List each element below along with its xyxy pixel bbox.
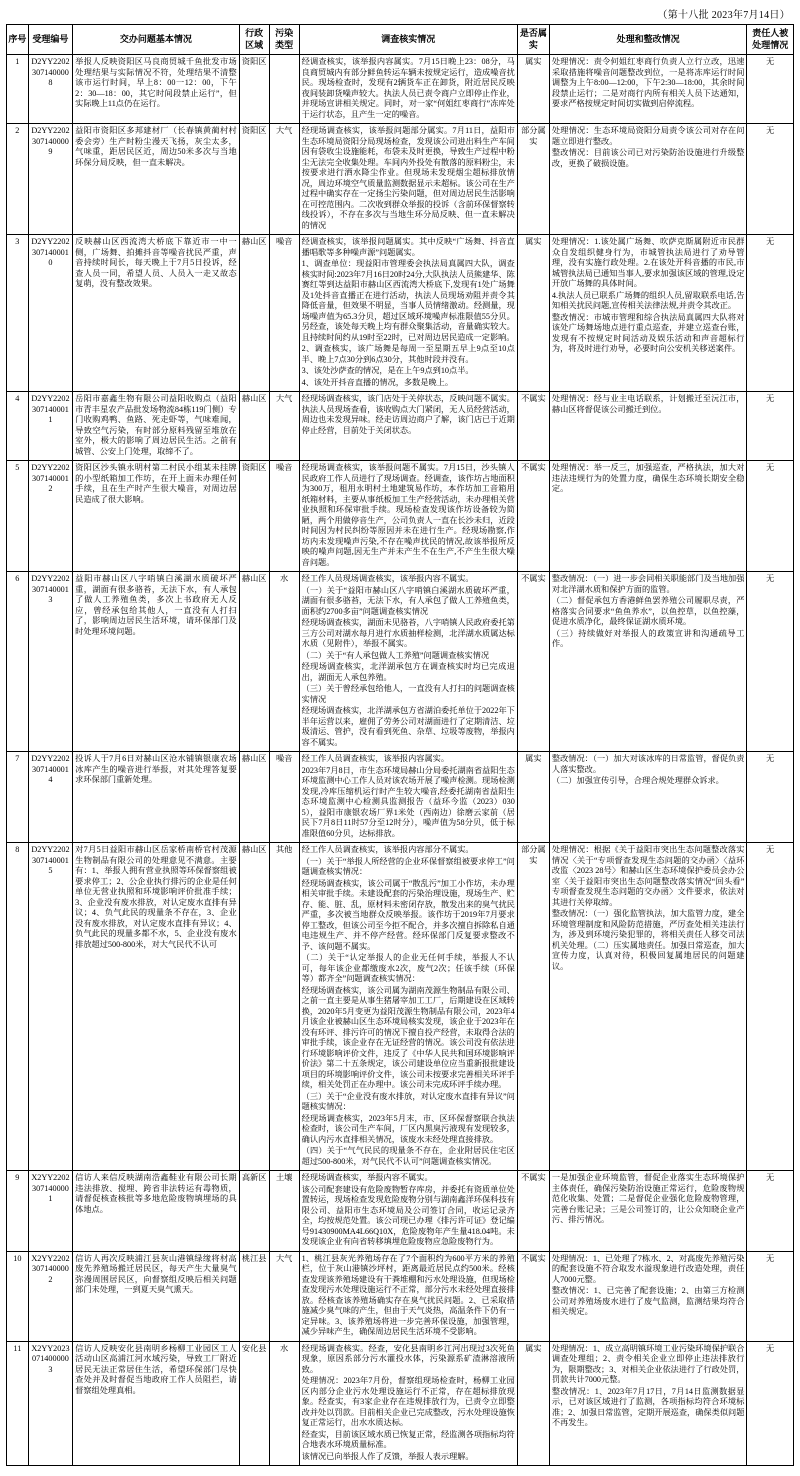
cell-check — [299, 1251, 517, 1341]
cell-paragraph: 举报人反映资阳区马良商贸城千鱼批发市场处理结果与实际情况不符，处理结果不清整该市运行时间，早上8：00一12：00，下午2：30—18：00，其它时间段禁止运行”，但实际晚上11点仍在运行。 — [75, 57, 237, 109]
cell-paragraph: 一是加强企业环境监管，督促企业落实生态环境保护主体责任，确保污染防治设施正常运行，危险废物规范化收集、处置；二是督促企业强化危险废物管理，完善台账记录；三是公司签订的，让公众知晓企业产污、排污情况。 — [551, 1173, 745, 1225]
cell-resp — [747, 572, 794, 752]
table-header-row — [7, 25, 794, 55]
cell-paragraph: 6 — [15, 574, 20, 584]
cell-paragraph: 整改情况：目前该公司已对污染防治设施进行升级整改，更换了破损设施。 — [551, 148, 745, 168]
cell-true — [517, 1171, 549, 1252]
cell-true — [517, 843, 549, 1171]
cell-seq — [7, 1341, 29, 1466]
cell-paragraph: D2YY22023071400015 — [31, 845, 70, 876]
cell-paragraph: 无 — [766, 237, 775, 247]
cell-check — [299, 124, 517, 235]
cell-paragraph: 安化县 — [241, 1343, 267, 1353]
cell-resp — [747, 392, 794, 461]
cell-paragraph: 经工作人员调查核实，该举报内容属实。 — [301, 754, 450, 764]
cell-paragraph: 经工作人员调查核实，该举报内容部分不属实。 — [301, 845, 474, 855]
cell-paragraph: 处理情况：1、成立高明镇环境工业污染环境保护联合调查处理组；2、责令相关企业立即停止违法排放行为，限期整改；3、对相关企业依法进行了行政处罚，罚款共计7000元整。 — [551, 1343, 745, 1385]
cell-paragraph: 2、调查核实，该广场舞是每周一至星期五早上9点至10点半、晚上7点30分到6点30分，其他时段并没有。 — [301, 344, 515, 364]
column-header-basic: 交办问题基本情况 — [73, 25, 240, 55]
cell-true — [517, 752, 549, 843]
cell-paragraph: 投诉人于7月6日对赫山区沧水铺镇银康农场冰库产生的噪音进行举报，对其处理答复要求环保部门重新处理。 — [75, 754, 237, 785]
cell-paragraph: 赫山区 — [241, 237, 267, 247]
cell-paragraph: 该公司配套建设有危险废物暂存库房，并委托有资质单位处置转运，现场检查发现危险废物分别与湖南鑫洋环保科技有限公司、益阳市生态环境局及公司签订合同，收运记录齐全，均按规范处置。该公司现已办理《排污许可证》登记编号91430900MA4L66Q10X，危险废物年产生量418.04吨。未发现该企业有向省转移填埋危险废物应急险废物行为。 — [301, 1184, 515, 1247]
cell-paragraph: D2YY22023071400008 — [31, 57, 70, 88]
cell-paragraph: 处理情况：1.该处属广场舞、吹萨克斯属附近市民群众自发组织健身行为，市城管执法局进行了劝导管理，没有实施行政处理。2.在该处开科音播的市民,市城管执法局已通知当事人,要求加强该区域的管理,设定开放广场舞的具体时间。 — [551, 237, 745, 289]
cell-resp — [747, 55, 794, 124]
table-row — [7, 843, 794, 1171]
cell-paragraph: 处理情况：责令何姐红枣商行负责人立行立改，迅速采取措施将噪音问题整改到位，一是将冻库运行时间调整为上午8:00—12:00，下午2:30—18:00，其余时间段禁止运行；二是对商行内所有相关人员下达通知，要求严格按规定时间切实做到启停流程。 — [551, 57, 745, 109]
cell-type — [269, 124, 299, 235]
cell-area — [239, 1251, 269, 1341]
cell-seq — [7, 572, 29, 752]
cell-paragraph: 无 — [766, 1173, 775, 1183]
cell-code — [28, 461, 72, 572]
table-row — [7, 752, 794, 843]
cell-seq — [7, 124, 29, 235]
cell-paragraph: （二）关于“有人承包做人工养殖”问题调查核实情况 — [301, 650, 490, 660]
cell-handle — [549, 55, 747, 124]
cell-paragraph: 处理情况：根据《关于益阳市突出生态问题整改落实情况〈关于“专项督查发现生态问题的交办函〉〈益环改监〈2023 28号〉和赫山区生态环境保护委员会办公室〈关于益阳市突出生态问题整改落实情况“回头看”专项督查发现生态问题的交办函〉文件要求，依法对其进行关停取缔。 — [551, 845, 745, 907]
cell-handle — [549, 235, 747, 392]
cell-seq — [7, 392, 29, 461]
cell-resp — [747, 235, 794, 392]
cell-paragraph: 无 — [766, 57, 775, 67]
cell-type — [269, 461, 299, 572]
cell-basic — [73, 1341, 240, 1466]
cell-paragraph: 经现场调查核实，该举报问题不属实。7月15日，沙头镇人民政府工作人员进行了现场调查。经调查，该作坊占地面积为300万，租用永明村土地建筑易作坊，本作坊加工音箱用纸箱材料，主要从事纸板加工生产经营活动，未办理相关营业执照和环保审批手续。现场检查发现该作坊设备较为简陋，两个用做停音生产，公司负责人一直在长沙未归，近段时间因为村民纠纷等原因并未在进行生产。经现场勘察,作坊内未发现噪声污染,不存在噪声扰民的情况,故该举报所反映的噪声问题,因无生产并未产生不在生产,不产生生很大噪音问题。 — [301, 463, 515, 567]
table-row — [7, 392, 794, 461]
cell-paragraph: 大气 — [275, 1253, 293, 1263]
cell-paragraph: 经查实，目前该区域水质已恢复正常，经监测各项指标均符合地表水环境质量标准。 — [301, 1429, 515, 1450]
cell-check — [299, 392, 517, 461]
cell-type — [269, 55, 299, 124]
cell-paragraph: D2YY22023071400009 — [31, 126, 70, 157]
cell-paragraph: D2YY22023071400010 — [31, 237, 70, 268]
cell-code — [28, 124, 72, 235]
cell-paragraph: X2YY22023071400002 — [31, 1253, 70, 1284]
cell-paragraph: 赫山区 — [241, 845, 267, 855]
cell-seq — [7, 843, 29, 1171]
cell-handle — [549, 124, 747, 235]
cell-paragraph: 经现场调查核实，该门店处于关停状态，反映问题不属实。执法人员现场查看，该收购点大门紧闭，无人员经营活动，周边也未发现异味。经走访周边商户了解，该门店已于近期停止经营，目前处于关闭状态。 — [301, 394, 515, 435]
cell-area — [239, 392, 269, 461]
table-row — [7, 124, 794, 235]
cell-paragraph: D2YY22023071400012 — [31, 463, 70, 494]
cell-paragraph: 1 — [15, 57, 20, 67]
cell-paragraph: 水 — [280, 1343, 289, 1353]
cell-true — [517, 1341, 549, 1466]
table-row — [7, 572, 794, 752]
cell-paragraph: （三）关于曾经承包给他人，一直没有人打扫的问题调查核实情况 — [301, 684, 515, 704]
cell-code — [28, 1251, 72, 1341]
cell-paragraph: 资阳区 — [241, 126, 267, 136]
column-header-type: 污染类型 — [269, 25, 299, 55]
cell-area — [239, 235, 269, 392]
cell-resp — [747, 843, 794, 1171]
cell-paragraph: 属实 — [525, 237, 542, 247]
cell-paragraph: 对7月5日益阳市赫山区岳家桥南桥官村茂源生物制品有限公司的处理意见不满意。主要有：1、举报人拥有营业执照等环保督察组被要求停工；2、公企业执行排污的企业是任何单位无营业执照和环境影响评价批准手续；3、企业没有废水排放，对认定废水直排有异议；4、负气此民的现量条不存在，3、企业没有废水排放，对认定废水直排有异议；4、负气此民的现量多都不水，5、企业没有废水排放超过500-800米，对大气民代不认可 — [75, 845, 237, 949]
cell-paragraph: 土壤 — [275, 1173, 293, 1183]
cell-paragraph: 赫山区 — [241, 754, 267, 764]
cell-true — [517, 235, 549, 392]
cell-paragraph: 无 — [766, 463, 775, 473]
cell-paragraph: 处理情况：经与业主电话联系，计划搬迁至沅江市，赫山区将督促该公司搬迁到位。 — [551, 394, 745, 414]
cell-paragraph: 大气 — [275, 126, 293, 136]
cell-resp — [747, 1341, 794, 1466]
cell-type — [269, 392, 299, 461]
cell-handle — [549, 752, 747, 843]
cell-paragraph: 4 — [15, 394, 20, 404]
cell-paragraph: D2YY22023071400013 — [31, 574, 70, 605]
column-header-seq: 序号 — [7, 25, 29, 55]
cell-paragraph: 经现场调查核实，北洋湖承包方在调查核实时均已完成退出，湖面无人承包养殖。 — [301, 662, 515, 682]
cell-paragraph: 无 — [766, 574, 775, 584]
column-header-code: 受理编号 — [28, 25, 72, 55]
document-header-note: （第十八批 2023年7月14日） — [657, 10, 790, 21]
cell-check — [299, 752, 517, 843]
cell-paragraph: 11 — [13, 1343, 22, 1353]
inspection-report-table — [6, 24, 794, 1466]
cell-paragraph: 无 — [766, 1343, 775, 1353]
cell-check — [299, 843, 517, 1171]
cell-resp — [747, 1171, 794, 1252]
cell-type — [269, 1251, 299, 1341]
cell-type — [269, 572, 299, 752]
column-header-area: 行政区域 — [239, 25, 269, 55]
cell-paragraph: 3 — [15, 237, 20, 247]
table-row — [7, 55, 794, 124]
cell-basic — [73, 392, 240, 461]
cell-basic — [73, 572, 240, 752]
cell-paragraph: 经调查核实，该举报内容属实。7月15日晚上23：08分，马良商贸城内有部分鲜鱼转运车辆未按规定运行，造成噪音扰民。现场检查时，发现有2辆货车正在卸货，附近居民反映夜间装卸货噪声较大。执法人员已责令商户立即停止作业，并现场宣讲相关规定。同时，对一家“何姐红枣商行”冻库处于运行状态，且产生一定的噪音。 — [301, 57, 515, 119]
cell-basic — [73, 461, 240, 572]
cell-paragraph: 无 — [766, 126, 775, 136]
cell-paragraph: 资阳区 — [241, 57, 267, 67]
table-row — [7, 1341, 794, 1466]
cell-paragraph: 处理情况：举一反三，加强巡查，严格执法，加大对违法违规行为的处置力度，确保生态环境长期安全稳定。 — [551, 463, 745, 494]
cell-paragraph: （一）关于“益阳市赫山区八字哨镇白溪湖水质破坏严重，湖面有很多骆苔，无法下水，有人承包了做人工养殖鱼类，面积约2700多亩”问题调查核实情况 — [301, 585, 515, 616]
cell-area — [239, 843, 269, 1171]
cell-handle — [549, 572, 747, 752]
cell-seq — [7, 752, 29, 843]
cell-paragraph: 无 — [766, 1253, 775, 1263]
cell-resp — [747, 752, 794, 843]
cell-paragraph: 不属实 — [521, 463, 546, 473]
cell-code — [28, 843, 72, 1171]
column-header-handle: 处理和整改情况 — [549, 25, 747, 55]
cell-paragraph: D2YY22023071400014 — [31, 754, 70, 785]
cell-paragraph: 部分属实 — [521, 126, 546, 146]
cell-area — [239, 124, 269, 235]
cell-resp — [747, 461, 794, 572]
cell-paragraph: 经现场调查核实，该举报问题部分属实。7月11日，益阳市生态环境局资阳分局现场检查，发现该公司进出料生产车间因有袋收尘设施能耗，布袋未及时更换，导致生产过程中粉尘无法完全收集处理。车间内外投处有散落的原料粉尘，未按要求进行洒水降尘作业。但现场未发现烟尘超标排放情况，周边环境空气质量监测数据显示未超标。该公司在生产过程中确实存在一定扬尘污染问题，但对周边居民生活影响在可控范围内。二次收到群众举报的投诉（含前环保督察转线投诉），不存在多次与当地生环分局反映、但一直未解决的情况 — [301, 126, 515, 230]
cell-paragraph: 10 — [13, 1253, 22, 1263]
cell-handle — [549, 392, 747, 461]
cell-paragraph: 处理情况：1、已处理了7栋水、2、对高废先养殖污染的配套设施不符合取发水溢现象进行改造处理，责任人7000元整。 — [551, 1253, 745, 1284]
cell-seq — [7, 461, 29, 572]
cell-paragraph: 经工作人员现场调查核实，该举报内容不属实。 — [301, 574, 474, 584]
cell-basic — [73, 1171, 240, 1252]
cell-paragraph: 经现场调查核实，举报内容不属实。 — [301, 1173, 433, 1183]
cell-paragraph: 经现场调查核实。经查，安化县南明乡江河出现过3次死鱼现象，原因系部分污水灌投水体，污染源系矿渣淋溶液所致。 — [301, 1343, 515, 1374]
cell-paragraph: 经现场调查核实，该公司属为湖南茂源生物制品有限公司、之前一直主要是从事生猪屠宰加工工厂，后期建设在区域转换，2020年5月变更为益阳茂源生物制品有限公司，2023年4月该企业被赫山区生态环境局核实发现，该企业于2023年在没有环评、排污许可的情况下擅自投产经营，未取得合法的审批手续，该企业存在无证经营的情况。该公司没有依法进行环境影响评价文件，违反了《中华人民共和国环境影响评价法》第二十五条规定，该公司建设单位应当重新报批建设项目的环境影响评价文件，该公司未按要求完善相关环评手续，相关处罚正在办理中。该公司未完成环评手续办理。 — [301, 985, 515, 1090]
cell-paragraph: 不属实 — [521, 1173, 546, 1183]
cell-area — [239, 752, 269, 843]
cell-resp — [747, 1251, 794, 1341]
cell-paragraph: 5 — [15, 463, 20, 473]
cell-check — [299, 461, 517, 572]
cell-paragraph: 部分属实 — [521, 845, 546, 865]
cell-paragraph: （二）关于“认定举报人的企业无任何手续，举报人不认可，每年该企业都缴废水2次，废气2次；任该手续（环保等）都齐全”问题调查核实情况： — [301, 953, 515, 984]
cell-paragraph: 资阳区 — [241, 463, 267, 473]
cell-paragraph: 高新区 — [241, 1173, 267, 1183]
cell-paragraph: 9 — [15, 1173, 20, 1183]
cell-code — [28, 55, 72, 124]
cell-paragraph: 7 — [15, 754, 20, 764]
cell-paragraph: 信访人来信反映湖南浩鑫鞋业有限公司长期违法排放、搅埋、跨省非法转运有毒物质，请督促核查核批等多地危险废物填埋场的具体地点。 — [75, 1173, 237, 1214]
cell-paragraph: 4、该处开抖音直播的情况，多数是晚上。 — [301, 377, 454, 387]
cell-paragraph: 岳阳市嘉鑫生物有限公司益阳收购点（益阳市青丰星农产品批发场物流84栋119门侧）专门收购鸡鸭、鱼路、死走虾等，气味难闻，导致空气污染，有时部分原料残留至堆放在室外，极大的影响了周边居民生活。之前有城管、公安上门处理，取缔不了。 — [75, 394, 237, 456]
cell-paragraph: （四）关于“气气民民的现量条不存在，企业附居民住宅区超过500-800米，对气民代不认可”问题调查核实情况。 — [301, 1146, 515, 1166]
cell-code — [28, 572, 72, 752]
cell-handle — [549, 843, 747, 1171]
cell-paragraph: 不属实 — [521, 394, 546, 404]
cell-type — [269, 752, 299, 843]
cell-true — [517, 572, 549, 752]
cell-paragraph: 益阳市赫山区八字哨镇白溪湖水质破坏严重，湖面有很多骆苔，无法下水，有人承包了做人工养殖鱼类，多次上书政府无人反应，曾经承包给其他人，一直没有人打扫了，影响周边居民生活环境，请环保部门及时处理环境问题。 — [75, 574, 237, 636]
cell-basic — [73, 235, 240, 392]
cell-paragraph: 不属实 — [521, 574, 546, 584]
cell-paragraph: 整改情况：市城市管理和综合执法局真属四大队将对该处广场舞场地点进行重点巡查，并建立巡查台账，发现有不按规定时间活动及娱乐活动和声音超标行为，将及时进行劝导，必要时向公安机关移送案件。 — [551, 312, 745, 354]
cell-paragraph: （一）关于“举报人所经营的企业环保督察组被要求停工”问题调查核实情况： — [301, 856, 515, 877]
cell-resp — [747, 124, 794, 235]
cell-paragraph: 属实 — [525, 1343, 542, 1353]
cell-code — [28, 1171, 72, 1252]
cell-paragraph: 无 — [766, 394, 775, 404]
cell-paragraph: 1、调查单位：现益阳市管理委会执法局真属四大队，调查核实时间:2023年7月16日20时24分,大队执法人员熊建华、陈赛红等到达益阳市赫山区西流湾大桥底下,发现有1处广场舞及1处抖音直播正在进行活动，执法人员现场劝阻并责令其降低音量，但效果不明显，当事人员情绪激动。经测量，现场噪声值为65.3分贝，超过区域环境噪声标准限值55分贝。另经查，该处每天晚上均有群众聚集活动，音量确实较大。且持续时间约从19时至22时，已对周边居民造成一定影响。 — [301, 259, 515, 342]
cell-paragraph: 8 — [15, 845, 20, 855]
cell-area — [239, 1171, 269, 1252]
cell-paragraph: 其他 — [275, 845, 293, 855]
cell-basic — [73, 843, 240, 1171]
cell-code — [28, 392, 72, 461]
column-header-check: 调查核实情况 — [299, 25, 517, 55]
cell-paragraph: 4.执法人员已联系广场舞的组织人员,留取联系电话,告知相关扰民问题,宣传相关法律法规,并责令其改正。 — [551, 290, 745, 311]
cell-paragraph: （三）持续做好对举报人的政策宣讲和沟通疏导工作。 — [551, 628, 745, 649]
cell-basic — [73, 752, 240, 843]
cell-paragraph: 2023年7月8日，市生态环境局赫山分局委托湖南省益阳生态环境监测中心工作人员对该农场开展了噪声检测。现场检测发现,冷库压缩机运行时产生较大噪音,经委托湖南省益阳生态环境监测中心检测具监测报告（益环今监（2023）0305），益阳市康银农场厂界1米处（西南边）徐磨云家前（居民下7月8日11时57分至12时分），噪声值为58分贝，低于标准限值60分贝，达标排放。 — [301, 765, 515, 838]
cell-type — [269, 1171, 299, 1252]
cell-area — [239, 55, 269, 124]
cell-basic — [73, 55, 240, 124]
cell-paragraph: 赫山区 — [241, 574, 267, 584]
cell-paragraph: （二）督促承包方香港鲜鱼罢养殖公司履职尽责，严格落实合同要求“鱼鱼养水”，以鱼控草，以鱼控藻，促进水质净化，最终保证湖水质环境。 — [551, 596, 745, 627]
cell-paragraph: 噪音 — [275, 754, 293, 764]
column-header-true: 是否属实 — [517, 25, 549, 55]
cell-paragraph: 经现场调查核实，北洋湖承包方省湖泊委托单位于2022年下半年运营以来，雇佣了劳务公司对湖面进行了定期清洁、垃圾清运、管护，没有看到死鱼、杂草、垃圾等废物，举报内容不属实。 — [301, 706, 515, 747]
cell-paragraph: （三）关于“企业没有废水排放，对认定废水直排有异议”问题核实情况： — [301, 1091, 515, 1112]
cell-paragraph: 经调查核实，该举报问题属实。其中反映“广场舞、抖音直播唱歌等多种噪声源”问题属实。 — [301, 237, 515, 257]
cell-paragraph: 大气 — [275, 394, 293, 404]
cell-handle — [549, 1171, 747, 1252]
cell-true — [517, 55, 549, 124]
cell-paragraph: D2YY22023071400011 — [31, 394, 70, 425]
cell-paragraph: 信访人反映安化县南明乡杨柳工业园区工人活动山区高浦江河水域污染，导致工厂附近居民无法正常居住生活，希望环保部门尽快查处并及时督促当地政府工作人员阻拦，请督察组处理真相。 — [75, 1343, 237, 1395]
cell-true — [517, 1251, 549, 1341]
cell-paragraph: X2YY20230714000003 — [31, 1343, 70, 1374]
cell-paragraph: 处理情况：生态环境局资阳分局责令该公司对存在问题立即进行整改。 — [551, 126, 745, 146]
cell-check — [299, 1171, 517, 1252]
cell-paragraph: 不属实 — [521, 1253, 546, 1263]
cell-basic — [73, 1251, 240, 1341]
cell-check — [299, 235, 517, 392]
cell-paragraph: 无 — [766, 845, 775, 855]
table-row — [7, 235, 794, 392]
cell-paragraph: 3、该处沙萨查的情况，是在上午9点到10点半。 — [301, 366, 474, 376]
cell-area — [239, 572, 269, 752]
cell-paragraph: 资阳区沙头镇永明村第二村民小组某未挂牌的小型纸箱加工作坊，在开上面未办理任何手续，且在生产时产生很大噪音，对周边居民造成了很大影响。 — [75, 463, 237, 504]
column-header-resp: 责任人被处理情况 — [747, 25, 794, 55]
cell-paragraph: （二）加强宣传引导，合理合规处理群众诉求。 — [551, 776, 724, 786]
cell-handle — [549, 1341, 747, 1466]
cell-paragraph: 2 — [15, 126, 20, 136]
cell-seq — [7, 1251, 29, 1341]
cell-paragraph: 整改情况：（一）加大对该冰库的日常监管，督促负责人落实整改。 — [551, 754, 745, 774]
cell-basic — [73, 124, 240, 235]
cell-paragraph: 整改情况：（一）强化监管执法，加大监管力度，建全环境管理制度和风险防范措施，严厉查处相关违法行为，涉及到环境污染犯罪的，将相关责任人移交司法机关处理。（二）压实属地责任。加强日常巡查，加大宣传力度，认真对待，积极回复属地居民的问题建议。 — [551, 909, 745, 971]
cell-paragraph: 无 — [766, 754, 775, 764]
cell-paragraph: 噪音 — [275, 237, 293, 247]
cell-seq — [7, 1171, 29, 1252]
cell-paragraph: 1、桃江县灰光养殖场存在了7个面积约为600平方米的养殖栏，位于灰山港镇沙坪村，距离最近居民点约500米。经核查发现该养殖场建设有干粪堆棚和污水处理设施，但现场检查发现污水处理设施运行不正常，部分污水未经处理直接排放。经核查该养殖场确实存在臭气扰民问题。2、已采取措施减少臭气味的产生，但由于天气炎热，高温条件下仍有一定异味。3、该养殖场将进一步完善环保设施，加强管理，减少异味产生，确保周边居民生活环境不受影响。 — [301, 1253, 515, 1337]
cell-paragraph: 噪音 — [275, 463, 293, 473]
cell-paragraph: 该情况已向举报人作了反馈，举报人表示理解。 — [301, 1451, 474, 1461]
cell-type — [269, 843, 299, 1171]
cell-check — [299, 572, 517, 752]
cell-handle — [549, 1251, 747, 1341]
table-body — [7, 55, 794, 1466]
table-row — [7, 1171, 794, 1252]
cell-area — [239, 1341, 269, 1466]
cell-paragraph: 属实 — [525, 57, 542, 67]
cell-code — [28, 752, 72, 843]
cell-paragraph: X2YY22023071400001 — [31, 1173, 70, 1204]
cell-paragraph: 整改情况：1、2023年7月17日，7月14日监测数据显示，已对该区域进行了监测，各项指标均符合环境标准；2、加强日常监管，定期开展巡查，确保类似问题不再发生。 — [551, 1386, 745, 1428]
table-row — [7, 461, 794, 572]
cell-paragraph: 益阳市资阳区多邦建材厂（长春镇黄蔺村村委会旁）生产时粉尘漫天飞扬，灰尘太多，气味重，距居民区近，周边50米多次与当地环保分局反映，但一直未解决。 — [75, 126, 237, 167]
cell-paragraph: 处理情况：2023年7月份，督察组现场检查时，杨柳工业园区内部分企业污水处理设施运行不正常，存在超标排放现象。经查实，有3家企业存在违规排放行为，已责令立即整改并处以罚款。目前相关企业已完成整改，污水处理设施恢复正常运行，出水水质达标。 — [301, 1376, 515, 1428]
cell-handle — [549, 461, 747, 572]
cell-code — [28, 235, 72, 392]
cell-paragraph: 经现场调查核实，湖面未见骆苔，八字哨镇人民政府委托第三方公司对湖水每月进行水质抽样检测，北洋湖水质属达标水质（见附件），举报不属实。 — [301, 618, 515, 649]
cell-code — [28, 1341, 72, 1466]
cell-true — [517, 124, 549, 235]
cell-area — [239, 461, 269, 572]
cell-type — [269, 235, 299, 392]
cell-paragraph: 经现场调查核实，该公司属于“散乱污”加工小作坊，未办理相关审批手续。未建设配套的污染治理设施，现场生产、贮存、能、脏、乱，原材料未密闭存放，散发出来的臭气扰民严重，多次被当地群众反映举报。该作坊于2019年7月要求停工整改，但该公司至今拒不配合，并多次擅自拆除私自通电违规生产、并不停产经营。经环保部门反复要求整改不予、该问题不属实。 — [301, 878, 515, 951]
cell-check — [299, 55, 517, 124]
cell-check — [299, 1341, 517, 1466]
cell-true — [517, 461, 549, 572]
cell-type — [269, 1341, 299, 1466]
cell-seq — [7, 235, 29, 392]
cell-paragraph: 桃江县 — [241, 1253, 267, 1263]
cell-paragraph: 经现场调查核实，2023年5月末，市、区环保督察联合执法检查时，该公司生产车间，厂区内黑臭污液现有发现较多，确认内污水直排相关情况，该废水未经处理直接排放。 — [301, 1113, 515, 1144]
table-row — [7, 1251, 794, 1341]
table-head — [7, 25, 794, 55]
cell-paragraph: 反映赫山区西流湾大桥底下靠近市一中一侧，广场舞、拍摊抖音等噪音扰民严重，声音持续时间长，每天晚上于7月5日投诉，经查人员一同，希望人员、人员入一走又故态复萌，没有整改效果。 — [75, 237, 237, 289]
cell-paragraph: 水 — [280, 574, 289, 584]
cell-true — [517, 392, 549, 461]
cell-paragraph: 属实 — [525, 754, 542, 764]
cell-paragraph: 整改情况：1、已完善了配套设施；2、由第三方检测公司对养殖场废水进行了废气监测，监测结果均符合相关规定。 — [551, 1286, 745, 1317]
cell-paragraph: 赫山区 — [241, 394, 267, 404]
cell-paragraph: 整改情况：（一）进一步会同相关职能部门及当地加强对北洋湖水质和保护方面的监管。 — [551, 574, 745, 594]
cell-seq — [7, 55, 29, 124]
cell-paragraph: 信访人再次反映浦江县灰山港镇绿缘将材高废先养殖场搬迁居民区，每天产生大量臭气弥漫周围居民区，向督察组反映后相关问题部门未处理，一到夏天臭气熏天。 — [75, 1253, 237, 1295]
